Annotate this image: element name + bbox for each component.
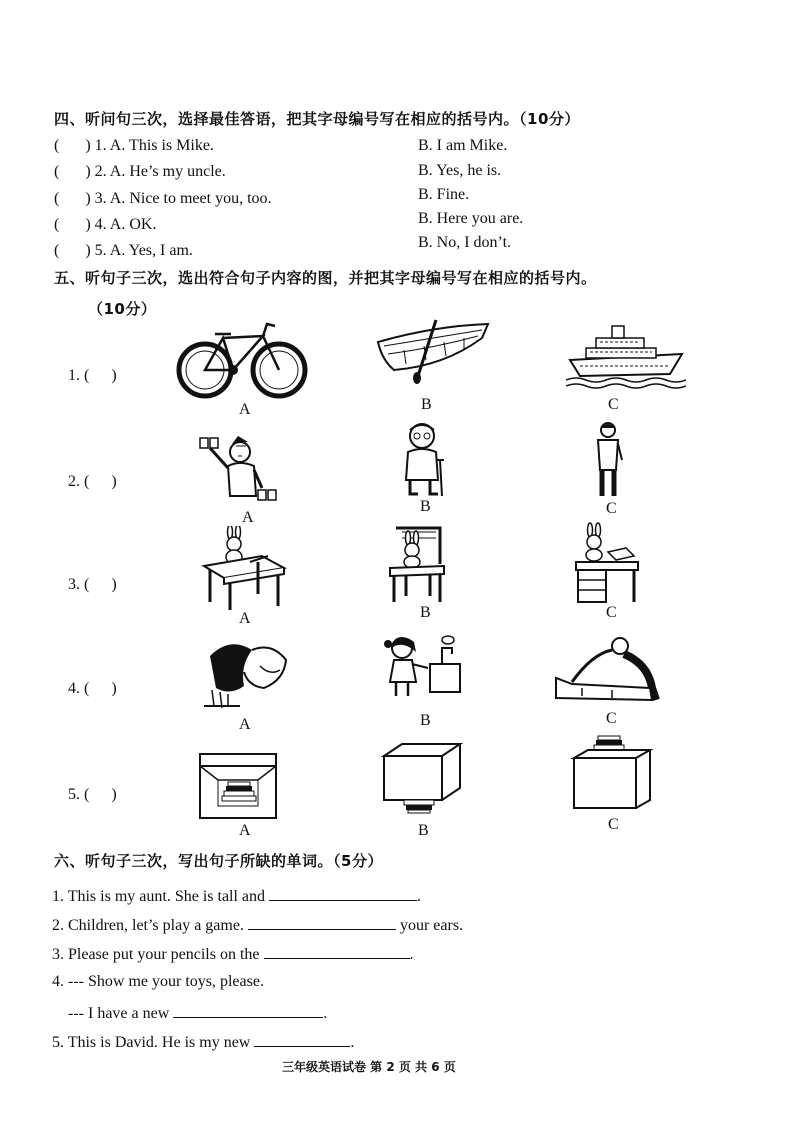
- answer-blank[interactable]: [248, 915, 396, 930]
- rabbit-on-cabinet-picture[interactable]: [574, 522, 640, 604]
- fill-blank-line: 3. Please put your pencils on the .: [52, 946, 414, 963]
- man-lifting-dumbbells-picture[interactable]: [190, 426, 286, 510]
- fill-blank-line: 5. This is David. He is my new .: [52, 1034, 355, 1051]
- man-standing-picture[interactable]: [588, 420, 628, 498]
- list-item: [54, 216, 156, 234]
- answer-bracket[interactable]: (: [54, 163, 60, 180]
- books-icon: [222, 782, 256, 801]
- option-label: C: [606, 710, 617, 727]
- option-label: B: [420, 498, 431, 515]
- rabbit-on-desk-picture[interactable]: [200, 526, 288, 612]
- option-label: A: [242, 509, 254, 526]
- ship-picture[interactable]: [566, 320, 686, 390]
- option-a: ) 3. A. Nice to meet you, too.: [85, 190, 272, 207]
- answer-blank[interactable]: [173, 1003, 323, 1018]
- question-number: 3. ( ): [68, 576, 117, 593]
- rabbit-icon: [404, 531, 420, 568]
- section-5-heading: 五、听句子三次，选出符合句子内容的图，并把其字母编号写在相应的括号内。: [54, 269, 597, 287]
- list-item: [54, 242, 193, 260]
- rabbit-icon: [586, 523, 602, 561]
- option-label: C: [606, 500, 617, 517]
- option-label: B: [418, 822, 429, 839]
- answer-blank[interactable]: [254, 1032, 350, 1047]
- list-item: [54, 137, 214, 155]
- answer-blank[interactable]: [269, 886, 417, 901]
- option-label: A: [239, 716, 251, 733]
- question-number: 1. ( ): [68, 367, 117, 384]
- books-icon: [594, 736, 624, 750]
- option-b: B. I am Mike.: [418, 137, 508, 154]
- option-label: A: [239, 822, 251, 839]
- fill-blank-line: 2. Children, let’s play a game. your ears.: [52, 917, 464, 934]
- question-number: 5. ( ): [68, 786, 117, 803]
- question-number: 4. ( ): [68, 680, 117, 697]
- rowing-boat-picture[interactable]: [374, 316, 492, 384]
- books-on-box-picture[interactable]: [570, 734, 654, 812]
- answer-bracket[interactable]: (: [54, 242, 60, 259]
- books-in-box-picture[interactable]: [196, 746, 282, 820]
- option-label: B: [420, 712, 431, 729]
- option-b: B. Yes, he is.: [418, 162, 502, 179]
- option-label: A: [239, 610, 251, 627]
- option-b: B. Fine.: [418, 186, 470, 203]
- fill-blank-line: 4. --- Show me your toys, please.: [52, 973, 264, 990]
- girl-washing-hands-picture[interactable]: [382, 630, 466, 702]
- answer-blank[interactable]: [264, 944, 410, 959]
- option-label: A: [239, 401, 251, 418]
- option-label: C: [606, 604, 617, 621]
- books-under-box-picture[interactable]: [380, 742, 464, 814]
- answer-bracket[interactable]: (: [54, 216, 60, 233]
- page-footer: 三年级英语试卷 第 2 页 共 6 页: [282, 1060, 456, 1074]
- list-item: [54, 190, 272, 208]
- option-a: ) 1. A. This is Mike.: [85, 137, 214, 154]
- section-4-heading: 四、听问句三次，选择最佳答语，把其字母编号写在相应的括号内。（10分）: [54, 110, 580, 128]
- rabbit-on-chair-picture[interactable]: [388, 524, 448, 604]
- answer-bracket[interactable]: (: [54, 137, 60, 154]
- bicycle-picture[interactable]: [175, 318, 310, 400]
- stretching-exercise-picture[interactable]: [552, 634, 664, 706]
- option-label: B: [420, 604, 431, 621]
- option-b: B. No, I don’t.: [418, 234, 512, 251]
- books-icon: [404, 800, 434, 813]
- grandmother-picture[interactable]: [396, 420, 454, 500]
- question-number: 2. ( ): [68, 473, 117, 490]
- list-item: [54, 163, 226, 181]
- option-b: B. Here you are.: [418, 210, 524, 227]
- section-5-score: （10分）: [88, 300, 157, 318]
- answer-bracket[interactable]: (: [54, 190, 60, 207]
- section-6-heading: 六、听句子三次，写出句子所缺的单词。（5分）: [54, 852, 383, 870]
- fill-blank-line: 1. This is my aunt. She is tall and .: [52, 888, 422, 905]
- washing-hair-picture[interactable]: [200, 636, 292, 710]
- rabbit-icon: [226, 526, 242, 564]
- option-label: B: [421, 396, 432, 413]
- fill-blank-line: --- I have a new .: [68, 1005, 328, 1022]
- option-a: ) 4. A. OK.: [85, 216, 157, 233]
- option-a: ) 2. A. He’s my uncle.: [85, 163, 226, 180]
- option-label: C: [608, 816, 619, 833]
- option-a: ) 5. A. Yes, I am.: [85, 242, 193, 259]
- option-label: C: [608, 396, 619, 413]
